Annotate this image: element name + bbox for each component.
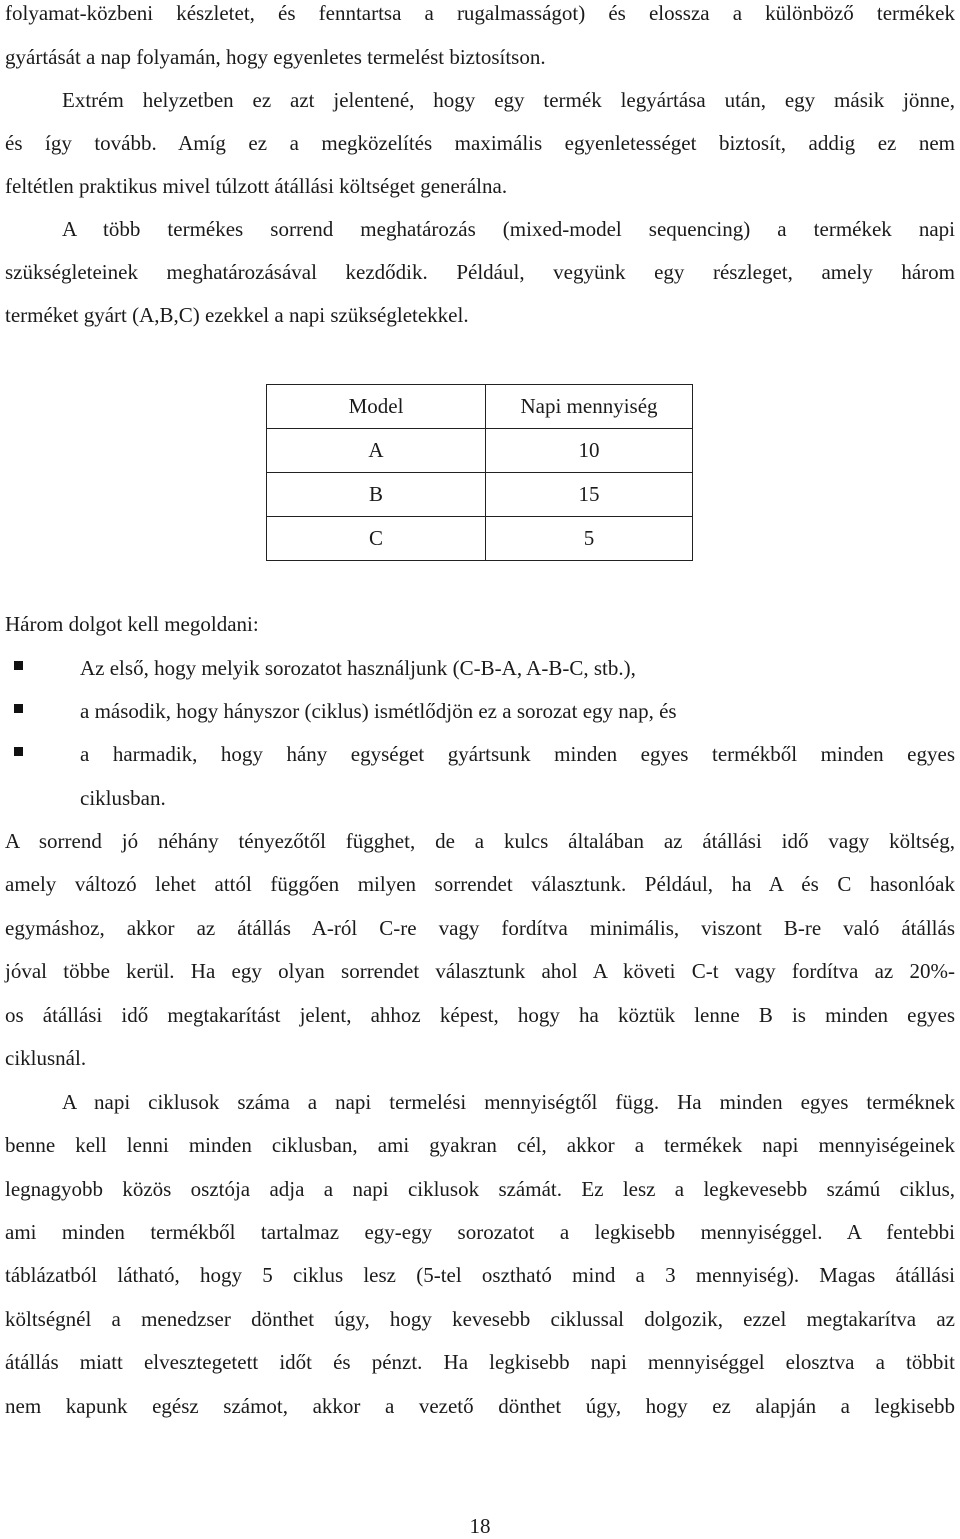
text-line: legnagyobb közös osztója adja a napi ciklusok számát. Ez lesz a legkevesebb számú ciklus, <box>5 1177 955 1201</box>
list-intro: Három dolgot kell megoldani: <box>5 612 259 636</box>
table-cell: 15 <box>486 473 693 517</box>
list-item: Az első, hogy melyik sorozatot használjunk (C-B-A, A-B-C, stb.), <box>80 656 636 680</box>
table-cell: B <box>267 473 486 517</box>
text-line: amely változó lehet attól függően milyen sorrendet választunk. Például, ha A és C hasonlóak <box>5 872 955 896</box>
text-line: Extrém helyzetben ez azt jelentené, hogy egy termék legyártása után, egy másik jönne, <box>62 88 955 112</box>
table-cell: 5 <box>486 517 693 561</box>
text-line: A több termékes sorrend meghatározás (mixed-model sequencing) a termékek napi <box>62 217 955 241</box>
text-line: terméket gyárt (A,B,C) ezekkel a napi szükségletekkel. <box>5 303 469 327</box>
table-header-row <box>267 385 693 429</box>
table-cell: C <box>267 517 486 561</box>
text-line: jóval többe kerül. Ha egy olyan sorrendet választunk ahol A követi C-t vagy fordítva az 20%- <box>5 959 955 983</box>
text-line: benne kell lenni minden ciklusban, ami gyakran cél, akkor a termékek napi mennyiségeinek <box>5 1133 955 1157</box>
text-line: táblázatból látható, hogy 5 ciklus lesz (5-tel osztható mind a 3 mennyiség). Magas átállási <box>5 1263 955 1287</box>
square-bullet-icon <box>14 704 23 713</box>
text-line: nem kapunk egész számot, akkor a vezető dönthet úgy, hogy ez alapján a legkisebb <box>5 1394 955 1418</box>
list-item: a második, hogy hányszor (ciklus) ismétlődjön ez a sorozat egy nap, és <box>80 699 677 723</box>
table-header-cell: Model <box>267 385 486 429</box>
square-bullet-icon <box>14 661 23 670</box>
text-line: A napi ciklusok száma a napi termelési mennyiségtől függ. Ha minden egyes terméknek <box>62 1090 955 1114</box>
text-line: költségnél a menedzser dönthet úgy, hogy kevesebb ciklussal dolgozik, ezzel megtakarítva az <box>5 1307 955 1331</box>
list-item: a harmadik, hogy hány egységet gyártsunk minden egyes termékből minden egyes <box>80 742 955 766</box>
table-header-cell: Napi mennyiség <box>486 385 693 429</box>
list-item-continuation: ciklusban. <box>80 786 166 810</box>
page-number: 18 <box>469 1514 491 1538</box>
text-line: és így tovább. Amíg ez a megközelítés maximális egyenletességet biztosít, addig ez nem <box>5 131 955 155</box>
text-line: A sorrend jó néhány tényezőtől függhet, de a kulcs általában az átállási idő vagy költség, <box>5 829 955 853</box>
text-line: os átállási idő megtakarítást jelent, ahhoz képest, hogy ha köztük lenne B is minden egyes <box>5 1003 955 1027</box>
table-row <box>267 517 693 561</box>
text-line: átállás miatt elvesztegetett időt és pénzt. Ha legkisebb napi mennyiséggel elosztva a többit <box>5 1350 955 1374</box>
table-cell: A <box>267 429 486 473</box>
text-line: gyártását a nap folyamán, hogy egyenletes termelést biztosítson. <box>5 45 546 69</box>
text-line: folyamat-közbeni készletet, és fenntartsa a rugalmasságot) és elossza a különböző termékek <box>5 1 955 25</box>
text-line: feltétlen praktikus mivel túlzott átállási költséget generálna. <box>5 174 508 198</box>
text-line: ami minden termékből tartalmaz egy-egy sorozatot a legkisebb mennyiséggel. A fentebbi <box>5 1220 955 1244</box>
table-row <box>267 429 693 473</box>
model-quantity-table <box>266 384 693 561</box>
table-row <box>267 473 693 517</box>
table-cell: 10 <box>486 429 693 473</box>
text-line: szükségleteinek meghatározásával kezdődik. Például, vegyünk egy részleget, amely három <box>5 260 955 284</box>
square-bullet-icon <box>14 747 23 756</box>
text-line: ciklusnál. <box>5 1046 87 1070</box>
text-line: egymáshoz, akkor az átállás A-ról C-re vagy fordítva minimális, viszont B-re való átállás <box>5 916 955 940</box>
